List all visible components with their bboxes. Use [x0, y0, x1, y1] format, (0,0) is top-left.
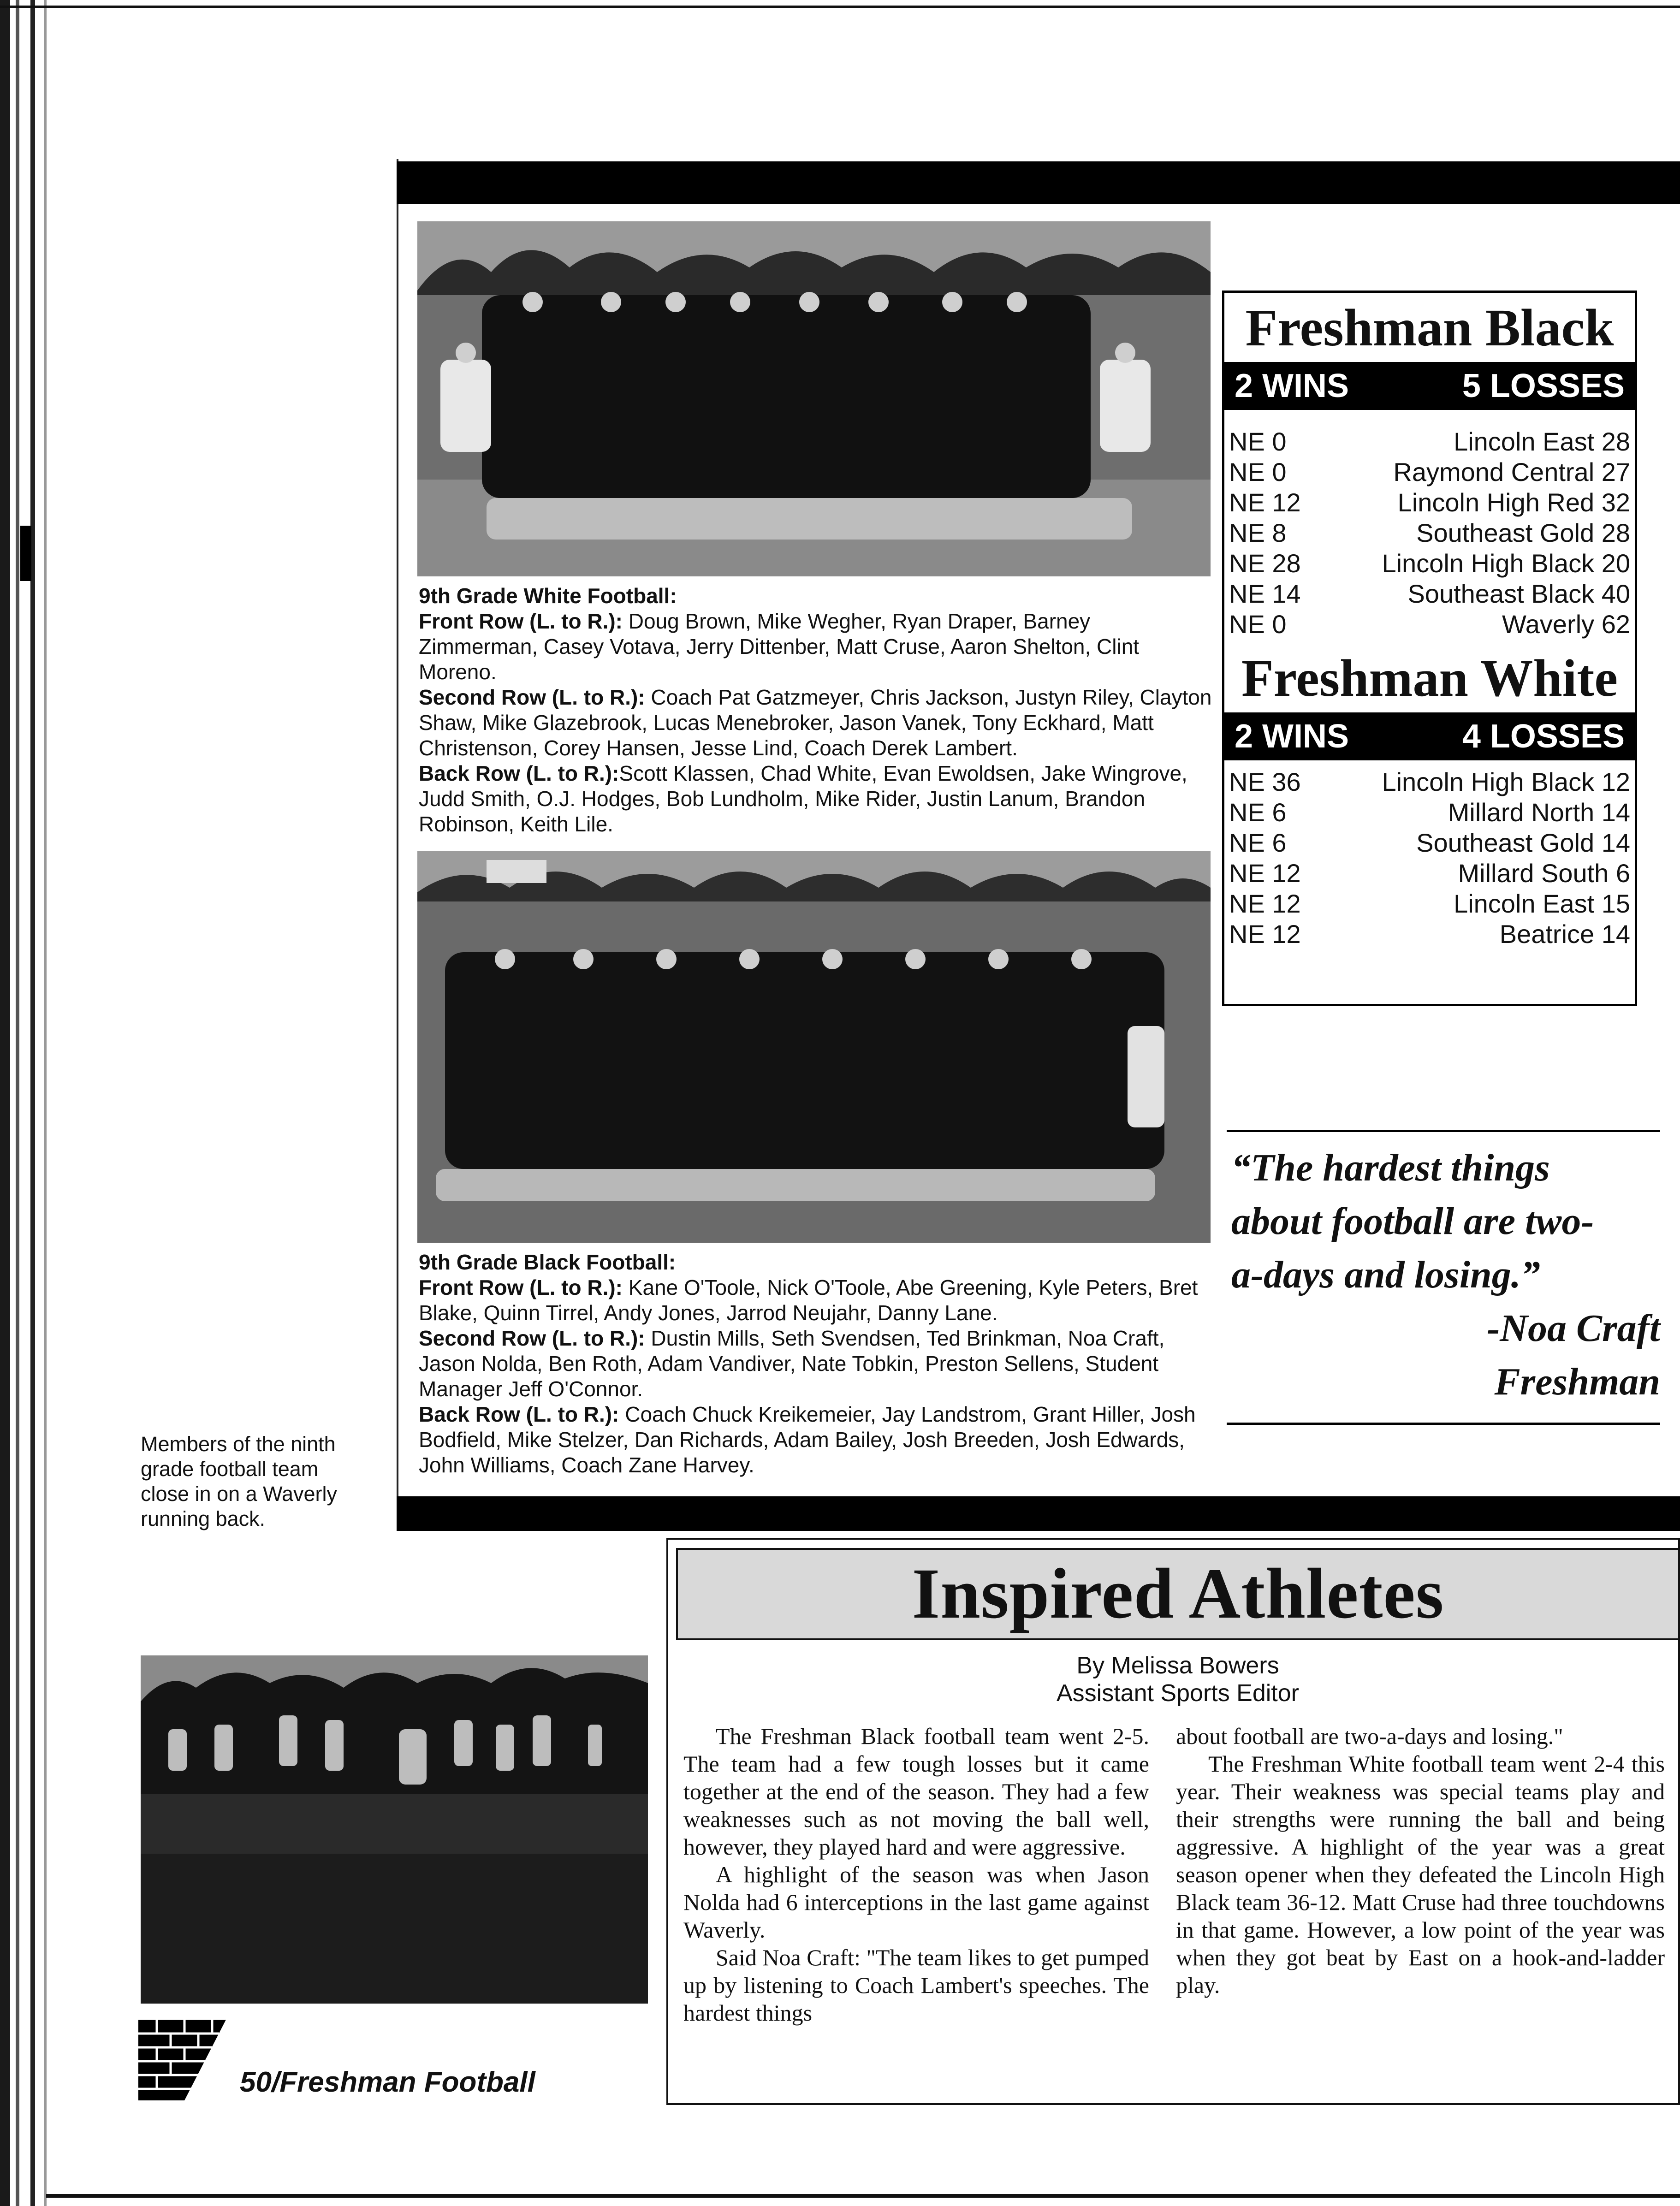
team-photo-black [417, 851, 1211, 1243]
score-row [1224, 797, 1635, 828]
opponent-score: Lincoln High Red 32 [1397, 488, 1630, 517]
score-row [1224, 767, 1635, 797]
quote-line: about football are two- [1231, 1200, 1594, 1243]
brick-wall-icon [138, 2020, 226, 2100]
wins-label: 2 WINS [1235, 718, 1349, 755]
opponent-score: Lincoln East 28 [1454, 427, 1630, 456]
row-names: Doug Brown, Mike Wegher, Ryan Draper, Barney Zimmerman, Casey Votava, Jerry Dittenber, Matt Cruse, Aaron Shelton, Clint Moreno. [419, 609, 1140, 684]
caption-row [419, 1402, 1212, 1478]
ne-score: NE 28 [1229, 549, 1301, 578]
score-row [1224, 889, 1635, 919]
ne-score: NE 12 [1229, 919, 1301, 949]
score-row [1224, 828, 1635, 858]
ne-score: NE 8 [1229, 518, 1287, 547]
bottom-border [46, 2194, 1680, 2198]
page-folio: 50/Freshman Football [240, 2066, 535, 2098]
ne-score: NE 6 [1229, 798, 1287, 827]
pull-quote [1231, 1141, 1669, 1409]
action-photo [141, 1655, 648, 2004]
team-title-white: Freshman White [1241, 649, 1618, 707]
opponent-score: Lincoln East 15 [1454, 889, 1630, 918]
article-paragraph: The Freshman White football team went 2-4 this year. Their weakness was special teams play and their strengths were running the ball and being aggressive. A highlight of the year was a great season opener when they defeated the Lincoln High Black team 36-12. Matt Cruse had three touchdowns in that game. However, a low point of the year was when they got beat by East on a hook-and-ladder play. [1176, 1751, 1665, 1998]
ne-score: NE 12 [1229, 488, 1301, 517]
caption-row [419, 1326, 1212, 1402]
bottom-black-bar [397, 1496, 1680, 1531]
score-row [1224, 579, 1635, 609]
quote-rule-top [1227, 1130, 1660, 1132]
ne-score: NE 12 [1229, 859, 1301, 888]
row-names: Coach Pat Gatzmeyer, Chris Jackson, Justyn Riley, Clayton Shaw, Mike Glazebrook, Lucas Menebroker, Jason Vanek, Tony Eckhard, Matt Christenson, Corey Hansen, Jesse Lind, Coach Derek Lambert. [419, 685, 1212, 760]
quote-line: a-days and losing.” [1231, 1253, 1540, 1296]
binding-edge-line [16, 0, 19, 2206]
opponent-score: Millard South 6 [1458, 859, 1630, 888]
article-byline [676, 1652, 1680, 1707]
opponent-score: Waverly 62 [1502, 610, 1630, 639]
row-label: Back Row (L. to R.): [419, 761, 619, 785]
row-label: Second Row (L. to R.): [419, 685, 645, 709]
opponent-score: Beatrice 14 [1499, 919, 1630, 949]
caption-title: 9th Grade Black Football: [419, 1250, 676, 1274]
photo-caption-black [419, 1250, 1212, 1478]
ne-score: NE 36 [1229, 767, 1301, 796]
caption-row [419, 1275, 1212, 1326]
scoreboard [1222, 291, 1637, 1006]
team-photo-white [417, 221, 1211, 576]
score-row [1224, 609, 1635, 640]
caption-row [419, 685, 1212, 761]
byline-name: By Melissa Bowers [1076, 1652, 1279, 1679]
caption-line: Members of the ninth [141, 1432, 336, 1456]
caption-line: running back. [141, 1507, 266, 1530]
row-label: Front Row (L. to R.): [419, 1275, 623, 1299]
opponent-score: Lincoln High Black 12 [1382, 767, 1630, 796]
opponent-score: Lincoln High Black 20 [1382, 549, 1630, 578]
quote-author-role: Freshman [1494, 1360, 1660, 1403]
photo-caption-white [419, 583, 1212, 837]
row-label: Front Row (L. to R.): [419, 609, 623, 633]
top-border [0, 6, 1680, 8]
score-list-black [1224, 427, 1635, 640]
score-list-white [1224, 767, 1635, 949]
page-tab-mark [20, 526, 31, 581]
ne-score: NE 0 [1229, 427, 1287, 456]
article-headline: Inspired Athletes [912, 1554, 1444, 1633]
opponent-score: Raymond Central 27 [1393, 457, 1630, 486]
opponent-score: Southeast Gold 14 [1416, 828, 1630, 857]
ne-score: NE 14 [1229, 579, 1301, 608]
caption-line: grade football team [141, 1457, 319, 1481]
binding-edge-line [44, 0, 47, 2206]
ne-score: NE 0 [1229, 457, 1287, 486]
opponent-score: Millard North 14 [1448, 798, 1630, 827]
binding-edge-line [30, 0, 35, 2206]
ne-score: NE 0 [1229, 610, 1287, 639]
caption-line: close in on a Waverly [141, 1482, 338, 1506]
score-row [1224, 427, 1635, 457]
ne-score: NE 6 [1229, 828, 1287, 857]
score-row [1224, 919, 1635, 949]
article-column-1 [683, 1722, 1149, 2027]
record-bar-white [1224, 712, 1635, 760]
row-names: Kane O'Toole, Nick O'Toole, Abe Greening, Kyle Peters, Bret Blake, Quinn Tirrel, Andy Jones, Jarrod Neujahr, Danny Lane. [419, 1275, 1198, 1325]
caption-row [419, 609, 1212, 685]
opponent-score: Southeast Gold 28 [1416, 518, 1630, 547]
headline-band [676, 1548, 1680, 1640]
article-paragraph: A highlight of the season was when Jason Nolda had 6 interceptions in the last game against Waverly. [683, 1862, 1149, 1943]
binding-edge [0, 0, 10, 2206]
top-black-bar [397, 161, 1680, 204]
row-names: Coach Chuck Kreikemeier, Jay Landstrom, Grant Hiller, Josh Bodfield, Mike Stelzer, Dan Richards, Adam Bailey, Josh Breeden, Josh Edwards, John Williams, Coach Zane Harvey. [419, 1402, 1196, 1477]
article-continuation: about football are two-a-days and losing." [1176, 1723, 1563, 1749]
score-row [1224, 457, 1635, 487]
row-label: Second Row (L. to R.): [419, 1326, 645, 1350]
article-column-2 [1176, 1722, 1665, 1999]
ne-score: NE 12 [1229, 889, 1301, 918]
row-label: Back Row (L. to R.): [419, 1402, 619, 1426]
opponent-score: Southeast Black 40 [1407, 579, 1630, 608]
wins-label: 2 WINS [1235, 368, 1349, 404]
byline-title: Assistant Sports Editor [1057, 1680, 1299, 1707]
article-paragraph: Said Noa Craft: "The team likes to get pumped up by listening to Coach Lambert's speeches. The hardest things [683, 1945, 1149, 2026]
quote-line: “The hardest things [1231, 1146, 1550, 1189]
losses-label: 5 LOSSES [1462, 368, 1625, 404]
score-row [1224, 858, 1635, 889]
record-bar-black [1224, 362, 1635, 410]
team-title-black: Freshman Black [1245, 298, 1614, 357]
losses-label: 4 LOSSES [1462, 718, 1625, 755]
action-photo-caption [141, 1432, 380, 1531]
row-names: Scott Klassen, Chad White, Evan Ewoldsen, Jake Wingrove, Judd Smith, O.J. Hodges, Bob Lundholm, Mike Rider, Justin Lanum, Brandon Robinson, Keith Lile. [419, 761, 1187, 836]
caption-row [419, 761, 1212, 837]
caption-title: 9th Grade White Football: [419, 584, 677, 608]
score-row [1224, 518, 1635, 548]
article-paragraph: The Freshman Black football team went 2-5. The team had a few tough losses but it came together at the end of the season. They had a few weaknesses such as not moving the ball well, however, they played hard and were aggressive. [683, 1723, 1149, 1860]
quote-rule-bottom [1227, 1423, 1660, 1425]
quote-author: -Noa Craft [1487, 1307, 1660, 1350]
row-names: Dustin Mills, Seth Svendsen, Ted Brinkman, Noa Craft, Jason Nolda, Ben Roth, Adam Vandiver, Nate Tobkin, Preston Sellens, Student Manager Jeff O'Connor. [419, 1326, 1165, 1401]
score-row [1224, 548, 1635, 579]
score-row [1224, 487, 1635, 518]
